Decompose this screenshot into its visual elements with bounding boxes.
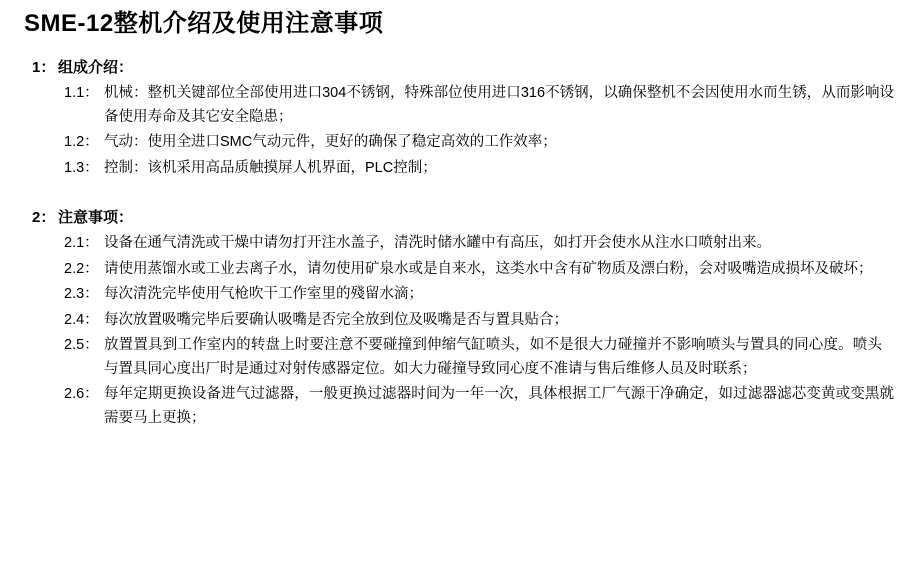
list-item	[64, 334, 902, 381]
list-item-number: 2.1：	[64, 235, 99, 252]
section-1-label: 组成介绍：	[58, 59, 134, 77]
list-item-number: 1.1：	[64, 85, 99, 102]
list-item-text: 每次清洗完毕使用气枪吹干工作室里的殘留水滴；	[104, 286, 423, 303]
list-item	[64, 309, 902, 332]
list-item-text: 气动：使用全进口SMC气动元件，更好的确保了稳定高效的工作效率；	[104, 134, 557, 151]
section-2-heading	[32, 206, 902, 230]
section-1	[0, 56, 902, 180]
list-item	[64, 131, 902, 154]
list-item-number: 2.2：	[64, 260, 99, 277]
list-item	[64, 157, 902, 180]
list-item-text: 放置置具到工作室内的转盘上时要注意不要碰撞到伸缩气缸喷头，如不是很大力碰撞并不影响喷头与置具的同心度。喷头与置具同心度出厂时是通过对射传感器定位。如大力碰撞导致同心度不准请与售后维修人员及时联系；	[104, 337, 882, 377]
list-item-number: 2.6：	[64, 386, 99, 403]
list-item-text: 机械：整机关键部位全部使用进口304不锈钢，特殊部位使用进口316不锈钢，以确保整机不会因使用水而生锈，从而影响设备使用寿命及其它安全隐患；	[104, 85, 894, 125]
list-item-text: 控制：该机采用高品质触摸屏人机界面，PLC控制；	[104, 159, 437, 176]
list-item	[64, 232, 902, 255]
list-item-text: 请使用蒸馏水或工业去离子水，请勿使用矿泉水或是自来水，这类水中含有矿物质及漂白粉，会对吸嘴造成损坏及破坏；	[104, 260, 873, 277]
list-item	[64, 82, 902, 129]
list-item-number: 1.3：	[64, 159, 99, 176]
list-item-text: 设备在通气清洗或干燥中请勿打开注水盖子，清洗时储水罐中有高压，如打开会使水从注水口喷射出来。	[104, 235, 771, 252]
list-item-number: 1.2：	[64, 134, 99, 151]
section-1-number: 1：	[32, 59, 56, 77]
section-2	[0, 206, 902, 430]
document-page	[0, 8, 902, 564]
list-item-text: 每年定期更换设备进气过滤器，一般更换过滤器时间为一年一次，具体根据工厂气源干净确定，如过滤器滤芯变黄或变黑就需要马上更换；	[104, 386, 894, 426]
section-2-number: 2：	[32, 209, 56, 227]
list-item	[64, 283, 902, 306]
list-item-number: 2.4：	[64, 311, 99, 328]
section-1-heading	[32, 56, 902, 80]
list-item-text: 每次放置吸嘴完毕后要确认吸嘴是否完全放到位及吸嘴是否与置具贴合；	[104, 311, 568, 328]
list-item-number: 2.3：	[64, 286, 99, 303]
section-2-label: 注意事项：	[58, 209, 134, 227]
list-item	[64, 383, 902, 430]
list-item-number: 2.5：	[64, 337, 99, 354]
page-title: SME-12整机介绍及使用注意事项	[24, 10, 384, 37]
list-item	[64, 258, 902, 281]
